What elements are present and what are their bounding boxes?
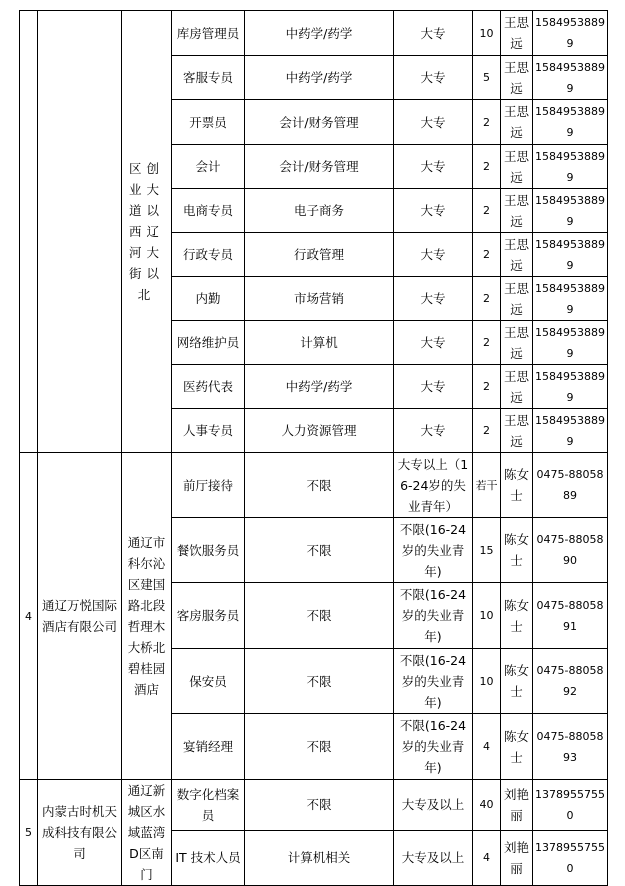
company-address: 区创业大道以西辽河大街以北 xyxy=(122,11,172,453)
count-cell: 2 xyxy=(473,321,501,365)
education-cell: 不限(16-24岁的失业青年) xyxy=(394,649,473,714)
contact-cell: 刘艳丽 xyxy=(501,780,533,831)
phone-cell: 15849538899 xyxy=(533,189,608,233)
contact-cell: 王思远 xyxy=(501,56,533,100)
education-cell: 大专 xyxy=(394,321,473,365)
position-cell: 保安员 xyxy=(172,649,245,714)
position-cell: 客房服务员 xyxy=(172,583,245,649)
contact-cell: 王思远 xyxy=(501,409,533,453)
position-cell: 数字化档案员 xyxy=(172,780,245,831)
contact-cell: 王思远 xyxy=(501,233,533,277)
phone-cell: 15849538899 xyxy=(533,100,608,145)
education-cell: 大专 xyxy=(394,145,473,189)
row-index xyxy=(20,11,38,453)
contact-cell: 王思远 xyxy=(501,321,533,365)
contact-cell: 陈女士 xyxy=(501,583,533,649)
position-cell: 宴销经理 xyxy=(172,714,245,780)
major-cell: 电子商务 xyxy=(245,189,394,233)
phone-cell: 0475-8805892 xyxy=(533,649,608,714)
position-cell: 医药代表 xyxy=(172,365,245,409)
education-cell: 大专 xyxy=(394,233,473,277)
education-cell: 大专 xyxy=(394,365,473,409)
major-cell: 不限 xyxy=(245,453,394,518)
contact-cell: 陈女士 xyxy=(501,453,533,518)
company-address: 通辽市科尔沁区建国路北段哲理木大桥北碧桂园酒店 xyxy=(122,453,172,780)
major-cell: 会计/财务管理 xyxy=(245,100,394,145)
count-cell: 2 xyxy=(473,189,501,233)
position-cell: 电商专员 xyxy=(172,189,245,233)
company-address: 通辽新城区水域蓝湾D区南门 xyxy=(122,780,172,886)
contact-cell: 王思远 xyxy=(501,277,533,321)
major-cell: 人力资源管理 xyxy=(245,409,394,453)
major-cell: 不限 xyxy=(245,649,394,714)
major-cell: 不限 xyxy=(245,780,394,831)
education-cell: 大专 xyxy=(394,409,473,453)
count-cell: 2 xyxy=(473,409,501,453)
row-index: 5 xyxy=(20,780,38,886)
position-cell: 会计 xyxy=(172,145,245,189)
major-cell: 不限 xyxy=(245,714,394,780)
contact-cell: 陈女士 xyxy=(501,518,533,583)
major-cell: 中药学/药学 xyxy=(245,56,394,100)
position-cell: 行政专员 xyxy=(172,233,245,277)
major-cell: 计算机相关 xyxy=(245,830,394,885)
count-cell: 2 xyxy=(473,145,501,189)
phone-cell: 0475-8805889 xyxy=(533,453,608,518)
major-cell: 市场营销 xyxy=(245,277,394,321)
phone-cell: 15849538899 xyxy=(533,11,608,56)
phone-cell: 13789557550 xyxy=(533,830,608,885)
contact-cell: 王思远 xyxy=(501,365,533,409)
education-cell: 大专 xyxy=(394,189,473,233)
position-cell: IT 技术人员 xyxy=(172,830,245,885)
position-cell: 库房管理员 xyxy=(172,11,245,56)
major-cell: 不限 xyxy=(245,518,394,583)
phone-cell: 15849538899 xyxy=(533,321,608,365)
phone-cell: 0475-8805893 xyxy=(533,714,608,780)
recruitment-table xyxy=(19,10,608,886)
count-cell: 10 xyxy=(473,583,501,649)
company-name: 通辽万悦国际酒店有限公司 xyxy=(38,453,122,780)
table-row xyxy=(20,780,608,831)
count-cell: 2 xyxy=(473,365,501,409)
contact-cell: 王思远 xyxy=(501,100,533,145)
position-cell: 人事专员 xyxy=(172,409,245,453)
count-cell: 2 xyxy=(473,100,501,145)
phone-cell: 15849538899 xyxy=(533,56,608,100)
education-cell: 不限(16-24岁的失业青年) xyxy=(394,583,473,649)
contact-cell: 王思远 xyxy=(501,145,533,189)
major-cell: 中药学/药学 xyxy=(245,365,394,409)
contact-cell: 刘艳丽 xyxy=(501,830,533,885)
education-cell: 大专 xyxy=(394,100,473,145)
education-cell: 大专以上（16-24岁的失业青年） xyxy=(394,453,473,518)
phone-cell: 15849538899 xyxy=(533,233,608,277)
count-cell: 10 xyxy=(473,11,501,56)
contact-cell: 陈女士 xyxy=(501,649,533,714)
position-cell: 开票员 xyxy=(172,100,245,145)
major-cell: 中药学/药学 xyxy=(245,11,394,56)
education-cell: 大专及以上 xyxy=(394,830,473,885)
row-index: 4 xyxy=(20,453,38,780)
table-row xyxy=(20,11,608,56)
education-cell: 不限(16-24岁的失业青年) xyxy=(394,714,473,780)
phone-cell: 0475-8805891 xyxy=(533,583,608,649)
education-cell: 大专 xyxy=(394,11,473,56)
count-cell: 若干 xyxy=(473,453,501,518)
contact-cell: 王思远 xyxy=(501,189,533,233)
contact-cell: 陈女士 xyxy=(501,714,533,780)
count-cell: 2 xyxy=(473,277,501,321)
phone-cell: 13789557550 xyxy=(533,780,608,831)
education-cell: 大专 xyxy=(394,277,473,321)
major-cell: 不限 xyxy=(245,583,394,649)
phone-cell: 15849538899 xyxy=(533,145,608,189)
phone-cell: 15849538899 xyxy=(533,277,608,321)
major-cell: 行政管理 xyxy=(245,233,394,277)
phone-cell: 15849538899 xyxy=(533,409,608,453)
major-cell: 会计/财务管理 xyxy=(245,145,394,189)
phone-cell: 15849538899 xyxy=(533,365,608,409)
count-cell: 4 xyxy=(473,714,501,780)
education-cell: 不限(16-24岁的失业青年) xyxy=(394,518,473,583)
position-cell: 客服专员 xyxy=(172,56,245,100)
count-cell: 2 xyxy=(473,233,501,277)
major-cell: 计算机 xyxy=(245,321,394,365)
education-cell: 大专及以上 xyxy=(394,780,473,831)
count-cell: 5 xyxy=(473,56,501,100)
position-cell: 餐饮服务员 xyxy=(172,518,245,583)
count-cell: 15 xyxy=(473,518,501,583)
company-name xyxy=(38,11,122,453)
position-cell: 前厅接待 xyxy=(172,453,245,518)
position-cell: 内勤 xyxy=(172,277,245,321)
count-cell: 4 xyxy=(473,830,501,885)
company-name: 内蒙古时机天成科技有限公司 xyxy=(38,780,122,886)
count-cell: 40 xyxy=(473,780,501,831)
contact-cell: 王思远 xyxy=(501,11,533,56)
count-cell: 10 xyxy=(473,649,501,714)
phone-cell: 0475-8805890 xyxy=(533,518,608,583)
education-cell: 大专 xyxy=(394,56,473,100)
table-row xyxy=(20,453,608,518)
position-cell: 网络维护员 xyxy=(172,321,245,365)
